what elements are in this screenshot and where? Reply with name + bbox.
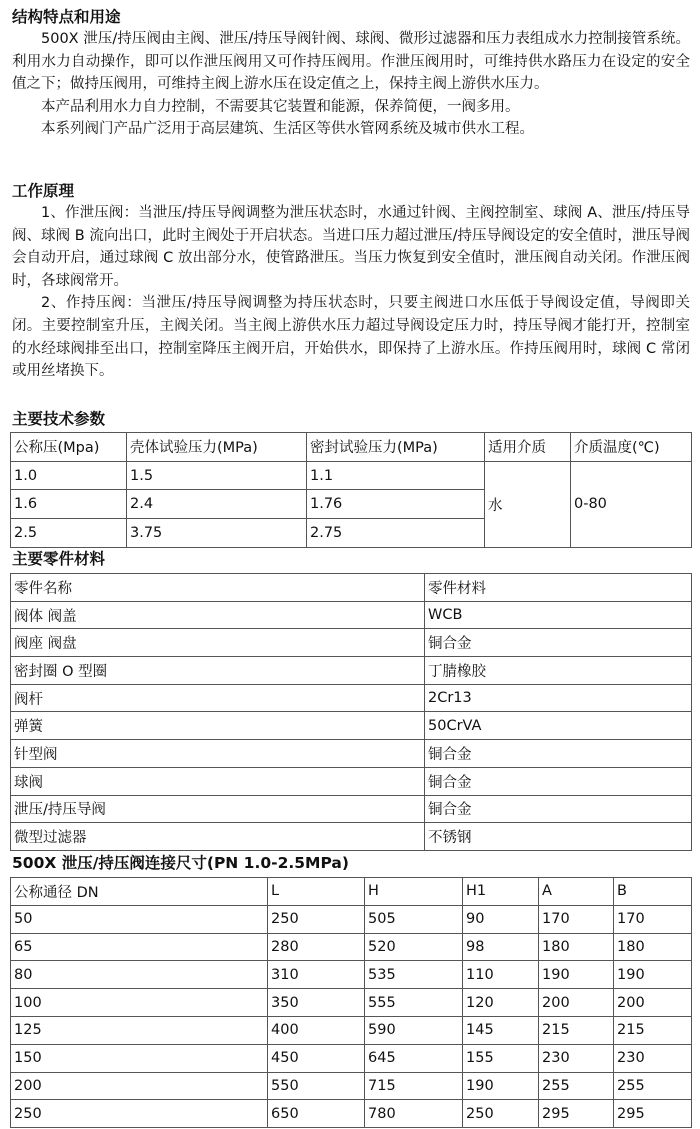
table-cell: 590 bbox=[365, 1016, 463, 1044]
table-row bbox=[11, 461, 692, 490]
table-cell: 150 bbox=[11, 1044, 268, 1072]
table-cell: 2.75 bbox=[307, 519, 485, 548]
materials-table bbox=[10, 573, 692, 851]
table-cell: 190 bbox=[463, 1072, 539, 1100]
heading-materials: 主要零件材料 bbox=[12, 550, 106, 568]
table-cell: 180 bbox=[539, 933, 614, 961]
table-cell: 170 bbox=[614, 905, 692, 933]
table-cell: 255 bbox=[614, 1072, 692, 1100]
section-materials-header bbox=[0, 548, 700, 570]
table-cell: 铜合金 bbox=[425, 740, 692, 768]
table-cell: 215 bbox=[614, 1016, 692, 1044]
table-cell: 250 bbox=[268, 905, 365, 933]
table-cell: 泄压/持压导阀 bbox=[11, 795, 425, 823]
table-cell: 98 bbox=[463, 933, 539, 961]
table-row bbox=[11, 1072, 692, 1100]
heading-parameters: 主要技术参数 bbox=[12, 410, 106, 428]
table-row bbox=[11, 989, 692, 1017]
paragraph: 本产品利用水力自力控制，不需要其它装置和能源，保养简便，一阀多用。 bbox=[41, 98, 520, 115]
header-cell: 适用介质 bbox=[485, 433, 571, 462]
table-cell: 3.75 bbox=[127, 519, 307, 548]
table-cell: 555 bbox=[365, 989, 463, 1017]
table-row bbox=[11, 657, 692, 685]
table-cell: 215 bbox=[539, 1016, 614, 1044]
table-cell: 65 bbox=[11, 933, 268, 961]
section-parameters-header bbox=[0, 408, 700, 430]
header-cell: H1 bbox=[463, 878, 539, 906]
table-cell: 2Cr13 bbox=[425, 684, 692, 712]
table-cell: 535 bbox=[365, 961, 463, 989]
table-cell: 295 bbox=[539, 1100, 614, 1128]
table-cell: 230 bbox=[539, 1044, 614, 1072]
header-cell: 壳体试验压力(MPa) bbox=[127, 433, 307, 462]
table-row bbox=[11, 961, 692, 989]
section-dimensions-header bbox=[0, 852, 700, 874]
heading-structure: 结构特点和用途 bbox=[12, 8, 121, 26]
table-cell: 230 bbox=[614, 1044, 692, 1072]
table-cell: 100 bbox=[11, 989, 268, 1017]
table-cell: 505 bbox=[365, 905, 463, 933]
header-cell: 密封试验压力(MPa) bbox=[307, 433, 485, 462]
table-row bbox=[11, 684, 692, 712]
table-row bbox=[11, 767, 692, 795]
header-cell: 零件名称 bbox=[11, 574, 425, 602]
header-cell: B bbox=[614, 878, 692, 906]
table-cell: 255 bbox=[539, 1072, 614, 1100]
paragraph: 2、作持压阀：当泄压/持压导阀调整为持压状态时，只要主阀进口水压低于导阀设定值，导阀即关闭。主要控制室升压，主阀关闭。当主阀上游供水压力超过导阀设定压力时，持压导阀才能打开，控制室的水经球阀排至出口，控制室降压主阀开启，开始供水，即保持了上游水压。作持压阀用时，球阀 C 常闭或用丝堵换下。 bbox=[12, 295, 690, 380]
table-cell: 280 bbox=[268, 933, 365, 961]
table-cell: 180 bbox=[614, 933, 692, 961]
paragraph: 本系列阀门产品广泛用于高层建筑、生活区等供水管网系统及城市供水工程。 bbox=[41, 121, 534, 138]
table-cell: WCB bbox=[425, 601, 692, 629]
table-row bbox=[11, 1044, 692, 1072]
table-cell: 密封圈 O 型圈 bbox=[11, 657, 425, 685]
table-cell: 190 bbox=[614, 961, 692, 989]
header-cell: 公称压(Mpa) bbox=[11, 433, 127, 462]
table-cell: 不锈钢 bbox=[425, 823, 692, 851]
table-cell: 弹簧 bbox=[11, 712, 425, 740]
table-row bbox=[11, 795, 692, 823]
table-row bbox=[11, 905, 692, 933]
table-cell: 520 bbox=[365, 933, 463, 961]
table-cell: 645 bbox=[365, 1044, 463, 1072]
table-cell: 155 bbox=[463, 1044, 539, 1072]
medium-cell: 水 bbox=[485, 461, 571, 547]
table-cell: 250 bbox=[463, 1100, 539, 1128]
table-cell: 295 bbox=[614, 1100, 692, 1128]
header-cell: 介质温度(℃) bbox=[571, 433, 692, 462]
table-header-row bbox=[11, 433, 692, 462]
table-cell: 310 bbox=[268, 961, 365, 989]
table-cell: 铜合金 bbox=[425, 795, 692, 823]
table-cell: 阀杆 bbox=[11, 684, 425, 712]
table-cell: 针型阀 bbox=[11, 740, 425, 768]
table-cell: 50 bbox=[11, 905, 268, 933]
table-cell: 780 bbox=[365, 1100, 463, 1128]
table-cell: 400 bbox=[268, 1016, 365, 1044]
paragraph: 500X 泄压/持压阀由主阀、泄压/持压导阀针阀、球阀、微形过滤器和压力表组成水力控制接管系统。利用水力自动操作，即可以作泄压阀用又可作持压阀用。作泄压阀用时，可维持供水路压力在设定的安全值之下；做持压阀用，可维持主阀上游水压在设定值之上，保持主阀上游供水压力。 bbox=[12, 31, 690, 93]
table-cell: 200 bbox=[11, 1072, 268, 1100]
table-row bbox=[11, 1016, 692, 1044]
table-cell: 90 bbox=[463, 905, 539, 933]
table-row bbox=[11, 1100, 692, 1128]
table-cell: 丁腈橡胶 bbox=[425, 657, 692, 685]
table-cell: 200 bbox=[614, 989, 692, 1017]
table-cell: 125 bbox=[11, 1016, 268, 1044]
table-row bbox=[11, 629, 692, 657]
table-cell: 120 bbox=[463, 989, 539, 1017]
table-cell: 50CrVA bbox=[425, 712, 692, 740]
table-cell: 铜合金 bbox=[425, 629, 692, 657]
header-cell: H bbox=[365, 878, 463, 906]
heading-dimensions: 500X 泄压/持压阀连接尺寸(PN 1.0-2.5MPa) bbox=[12, 854, 349, 872]
table-cell: 1.1 bbox=[307, 461, 485, 490]
table-cell: 微型过滤器 bbox=[11, 823, 425, 851]
paragraph: 1、作泄压阀：当泄压/持压导阀调整为泄压状态时，水通过针阀、主阀控制室、球阀 A、泄压/持压导阀、球阀 B 流向出口，此时主阀处于开启状态。当进口压力超过泄压/持压导阀设定的安全值时，泄压导阀会自动开启，通过球阀 C 放出部分水，使管路泄压。当压力恢复到安全值时，泄压阀自动关闭。作泄压阀时，各球阀常开。 bbox=[12, 205, 690, 289]
table-cell: 650 bbox=[268, 1100, 365, 1128]
heading-principle: 工作原理 bbox=[12, 182, 75, 200]
header-cell: 公称通径 DN bbox=[11, 878, 268, 906]
table-cell: 2.5 bbox=[11, 519, 127, 548]
table-cell: 250 bbox=[11, 1100, 268, 1128]
table-cell: 1.76 bbox=[307, 490, 485, 519]
table-header-row bbox=[11, 878, 692, 906]
table-cell: 145 bbox=[463, 1016, 539, 1044]
table-cell: 715 bbox=[365, 1072, 463, 1100]
dimensions-table bbox=[10, 877, 692, 1128]
table-cell: 1.5 bbox=[127, 461, 307, 490]
table-header-row bbox=[11, 574, 692, 602]
table-row bbox=[11, 823, 692, 851]
table-cell: 200 bbox=[539, 989, 614, 1017]
table-cell: 190 bbox=[539, 961, 614, 989]
table-row bbox=[11, 933, 692, 961]
table-cell: 170 bbox=[539, 905, 614, 933]
section-principle bbox=[0, 180, 700, 383]
table-cell: 1.6 bbox=[11, 490, 127, 519]
table-cell: 阀体 阀盖 bbox=[11, 601, 425, 629]
table-cell: 450 bbox=[268, 1044, 365, 1072]
section-structure bbox=[0, 6, 700, 141]
table-cell: 铜合金 bbox=[425, 767, 692, 795]
table-cell: 球阀 bbox=[11, 767, 425, 795]
table-row bbox=[11, 601, 692, 629]
table-cell: 2.4 bbox=[127, 490, 307, 519]
table-cell: 350 bbox=[268, 989, 365, 1017]
header-cell: 零件材料 bbox=[425, 574, 692, 602]
table-cell: 1.0 bbox=[11, 461, 127, 490]
table-cell: 550 bbox=[268, 1072, 365, 1100]
table-cell: 110 bbox=[463, 961, 539, 989]
table-cell: 阀座 阀盘 bbox=[11, 629, 425, 657]
header-cell: L bbox=[268, 878, 365, 906]
parameters-table bbox=[10, 432, 692, 548]
table-row bbox=[11, 712, 692, 740]
temperature-cell: 0-80 bbox=[571, 461, 692, 547]
header-cell: A bbox=[539, 878, 614, 906]
table-cell: 80 bbox=[11, 961, 268, 989]
table-row bbox=[11, 740, 692, 768]
